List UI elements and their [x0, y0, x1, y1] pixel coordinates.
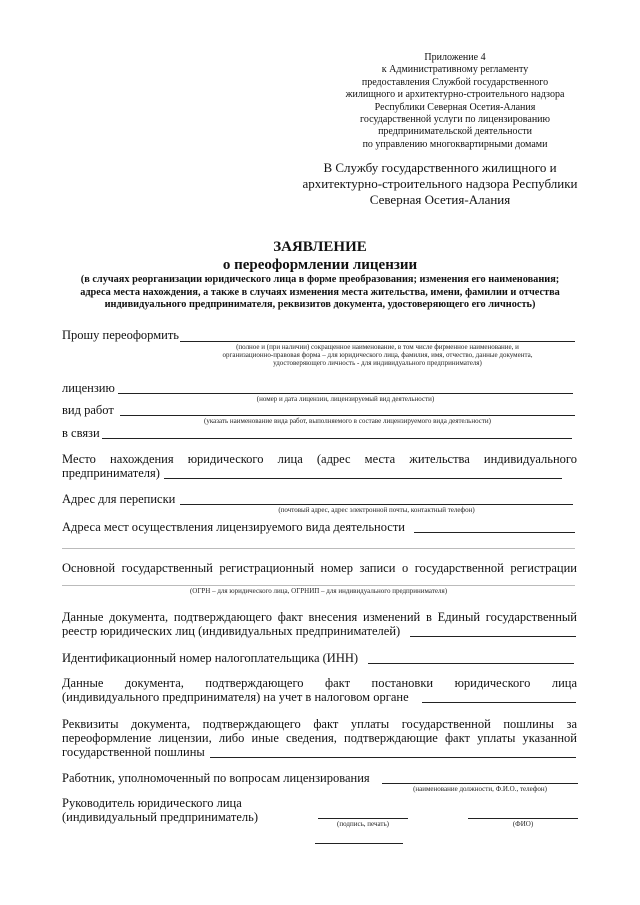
request-field[interactable]: [180, 341, 575, 342]
location-field[interactable]: [164, 478, 562, 479]
appendix-line: по управлению многоквартирными домами: [362, 138, 548, 150]
employee-hint: (наименование должности, Ф.И.О., телефон): [413, 785, 547, 793]
title-note-line: (в случаях реорганизации юридического лица в форме преобразования; изменения его наименования;: [80, 274, 560, 285]
fee-field[interactable]: [210, 757, 576, 758]
appendix-line: Республики Северная Осетия-Алания: [374, 101, 536, 113]
head-line-2: (индивидуальный предприниматель): [62, 810, 258, 824]
inn-label: Идентификационный номер налогоплательщика (ИНН): [62, 651, 359, 665]
work-type-field[interactable]: [120, 415, 575, 416]
ogrn-label: Основной государственный регистрационный номер записи о государственной регистрации: [62, 561, 577, 575]
recipient-line: Северная Осетия-Алания: [369, 192, 511, 207]
license-field[interactable]: [118, 393, 573, 394]
appendix-block: [330, 52, 580, 151]
employee-field[interactable]: [382, 783, 578, 784]
recipient-line: В Службу государственного жилищного и: [323, 160, 557, 175]
fee-line-3: государственной пошлины: [62, 745, 205, 759]
work-type-hint: (указать наименование вида работ, выполняемого в составе лицензируемого вида деятельности): [204, 417, 491, 425]
license-hint: (номер и дата лицензии, лицензируемый вид деятельности): [256, 395, 435, 403]
head-line-1: Руководитель юридического лица: [62, 796, 242, 810]
work-type-label: вид работ: [62, 403, 114, 417]
document-title: ЗАЯВЛЕНИЕ: [273, 239, 367, 255]
fee-line-1: Реквизиты документа, подтверждающего факт уплаты государственной пошлины за: [62, 717, 577, 731]
document-subtitle: о переоформлении лицензии: [222, 257, 418, 273]
mail-address-label: Адрес для переписки: [62, 492, 176, 506]
request-hint: [180, 343, 575, 367]
location-line-2: предпринимателя): [62, 466, 160, 480]
ogrn-hint: (ОГРН – для юридического лица, ОГРНИП – для индивидуального предпринимателя): [189, 587, 448, 595]
title-note: [60, 274, 580, 312]
egrul-field[interactable]: [410, 636, 576, 637]
fee-line-2: переоформление лицензии, либо иные сведения, подтверждающие факт уплаты указанной: [62, 731, 577, 745]
license-label: лицензию: [62, 381, 115, 395]
bottom-line[interactable]: [315, 843, 403, 844]
signature-field[interactable]: [318, 818, 408, 819]
request-hint-line: удостоверяющего личность - для индивидуального предпринимателя): [273, 359, 482, 367]
activity-addresses-field[interactable]: [414, 532, 575, 533]
tax-registration-line-2: (индивидуального предпринимателя) на учет в налоговом органе: [62, 690, 409, 704]
appendix-line: предпринимательской деятельности: [378, 126, 532, 138]
ogrn-field[interactable]: [62, 585, 575, 586]
tax-registration-line-1: Данные документа, подтверждающего факт постановки юридического лица: [62, 676, 577, 690]
egrul-line-2: реестр юридических лиц (индивидуальных предпринимателей): [62, 624, 401, 638]
reason-field[interactable]: [102, 438, 572, 439]
appendix-line: Приложение 4: [424, 52, 486, 63]
egrul-line-1: Данные документа, подтверждающего факт внесения изменений в Единый государственный: [62, 610, 577, 624]
recipient-block: [290, 160, 590, 208]
request-hint-line: (полное и (при наличии) сокращенное наименование, в том числе фирменное наименование, и: [236, 343, 519, 351]
signature-hint: (подпись, печать): [337, 820, 389, 828]
request-label: Прошу переоформить: [62, 328, 179, 342]
title-note-line: адреса места нахождения, а также в случаях изменения места жительства, имени, фамилии и отчества: [80, 286, 560, 298]
activity-addresses-extra-line[interactable]: [62, 548, 575, 549]
employee-label: Работник, уполномоченный по вопросам лицензирования: [62, 771, 370, 785]
head-name-hint: (ФИО): [512, 820, 534, 828]
appendix-line: к Административному регламенту: [381, 64, 529, 76]
location-line-1: Место нахождения юридического лица (адрес места жительства индивидуального: [62, 452, 577, 466]
mail-address-field[interactable]: [180, 504, 573, 505]
appendix-line: жилищного и архитектурно-строительного надзора: [345, 89, 565, 101]
title-note-line: индивидуального предпринимателя, реквизитов документа, удостоверяющего его личность): [104, 299, 536, 310]
recipient-line: архитектурно-строительного надзора Республики: [302, 176, 578, 191]
mail-address-hint: (почтовый адрес, адрес электронной почты, контактный телефон): [278, 506, 475, 514]
appendix-line: государственной услуги по лицензированию: [360, 114, 550, 126]
reason-label: в связи: [62, 426, 100, 440]
request-hint-line: организационно-правовая форма – для юридического лица, фамилия, имя, отчество, данные документа,: [222, 351, 533, 359]
tax-registration-field[interactable]: [422, 702, 576, 703]
activity-addresses-label: Адреса мест осуществления лицензируемого вида деятельности: [62, 520, 405, 534]
inn-field[interactable]: [368, 663, 574, 664]
appendix-line: предоставления Службой государственного: [361, 76, 549, 88]
head-name-field[interactable]: [468, 818, 578, 819]
